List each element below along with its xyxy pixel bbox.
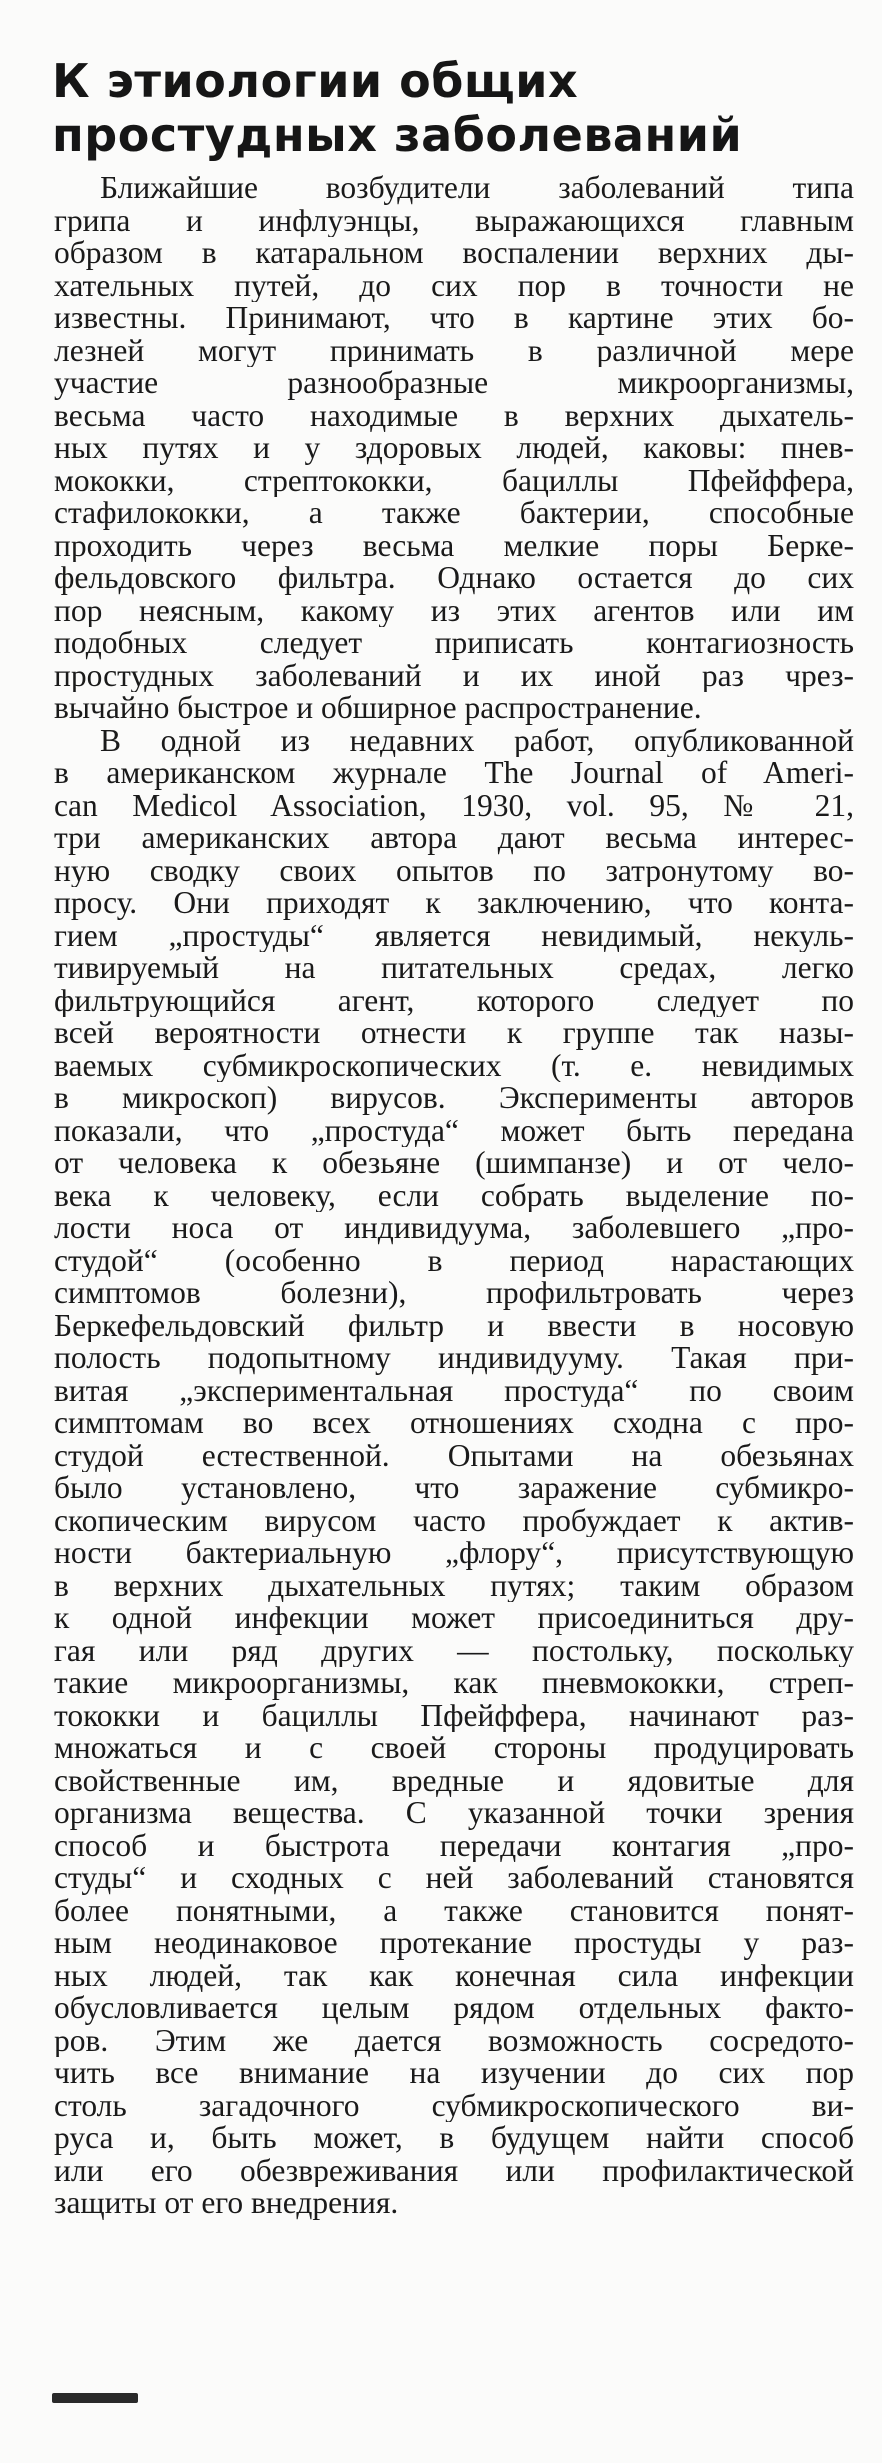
text-line: множаться и с своей стороны продуцировать: [54, 1732, 854, 1765]
text-line: гием „простуды“ является невидимый, некуль-: [54, 919, 854, 952]
text-line: ных людей, так как конечная сила инфекции: [54, 1959, 854, 1992]
text-line: симптомов болезни), профильтровать через: [54, 1277, 854, 1310]
text-line: образом в катаральном воспалении верхних ды-: [54, 237, 854, 270]
text-line: Беркефельдовский фильтр и ввести в носовую: [54, 1309, 854, 1342]
text-line: тивируемый на питательных средах, легко: [54, 952, 854, 985]
text-line: организма вещества. С указанной точки зрения: [54, 1797, 854, 1830]
article-title: [52, 54, 812, 162]
text-line: более понятными, а также становится понят-: [54, 1894, 854, 1927]
text-line: было установлено, что заражение субмикро-: [54, 1472, 854, 1505]
text-line: в верхних дыхательных путях; таким образом: [54, 1569, 854, 1602]
text-line: ную сводку своих опытов по затронутому во-: [54, 854, 854, 887]
text-line: В одной из недавних работ, опубликованной: [100, 724, 854, 757]
text-line: проходить через весьма мелкие поры Берке-: [54, 529, 854, 562]
end-of-article-rule: [52, 2393, 138, 2403]
text-line: симптомам во всех отношениях сходна с про-: [54, 1407, 854, 1440]
article-body: [54, 172, 854, 2220]
text-line: показали, что „простуда“ может быть передана: [54, 1114, 854, 1147]
paragraph-1: [54, 172, 854, 725]
text-line: гая или ряд других — постольку, поскольку: [54, 1634, 854, 1667]
text-line: участие разнообразные микроорганизмы,: [54, 367, 854, 400]
text-line: ваемых субмикроскопических (т. е. невидимых: [54, 1049, 854, 1082]
text-line: известны. Принимают, что в картине этих бо-: [54, 302, 854, 335]
text-line: фильтрующийся агент, которого следует по: [54, 984, 854, 1017]
text-line: стафилококки, а также бактерии, способные: [54, 497, 854, 530]
title-line-2: простудных заболеваний: [52, 108, 743, 162]
text-line: ных путях и у здоровых людей, каковы: пнев-: [54, 432, 854, 465]
text-line: тококки и бациллы Пфейффера, начинают раз-: [54, 1699, 854, 1732]
text-line: скопическим вирусом часто пробуждает к актив-: [54, 1504, 854, 1537]
text-line: ным неодинаковое протекание простуды у раз-: [54, 1927, 854, 1960]
text-line: века к человеку, если собрать выделение по-: [54, 1179, 854, 1212]
text-line: студой“ (особенно в период нарастающих: [54, 1244, 854, 1277]
text-line: защиты от его внедрения.: [54, 2187, 399, 2220]
text-line: Ближайшие возбудители заболеваний типа: [100, 172, 854, 205]
text-line: весьма часто находимые в верхних дыхатель-: [54, 399, 854, 432]
text-line: фельдовского фильтра. Однако остается до сих: [54, 562, 854, 595]
text-line: вычайно быстрое и обширное распространение.: [54, 692, 702, 725]
text-line: лезней могут принимать в различной мере: [54, 334, 854, 367]
text-line: от человека к обезьяне (шимпанзе) и от чело-: [54, 1147, 854, 1180]
text-line: свойственные им, вредные и ядовитые для: [54, 1764, 854, 1797]
text-line: пор неясным, какому из этих агентов или им: [54, 594, 854, 627]
text-line: в американском журнале The Journal of Ameri-: [54, 757, 854, 790]
text-line: к одной инфекции может присоединиться дру-: [54, 1602, 854, 1635]
text-line: в микроскоп) вирусов. Эксперименты авторов: [54, 1082, 854, 1115]
text-line: ности бактериальную „флору“, присутствующую: [54, 1537, 854, 1570]
text-line: всей вероятности отнести к группе так назы-: [54, 1017, 854, 1050]
text-line: такие микроорганизмы, как пневмококки, стреп-: [54, 1667, 854, 1700]
text-line: подобных следует приписать контагиозность: [54, 627, 854, 660]
text-line: или его обезвреживания или профилактической: [54, 2154, 854, 2187]
text-line: мококки, стрептококки, бациллы Пфейффера,: [54, 464, 854, 497]
text-line: грипа и инфлуэнцы, выражающихся главным: [54, 204, 854, 237]
title-line-1: К этиологии общих: [52, 54, 579, 108]
text-line: полость подопытному индивидууму. Такая при-: [54, 1342, 854, 1375]
text-line: три американских автора дают весьма интерес-: [54, 822, 854, 855]
text-line: витая „экспериментальная простуда“ по своим: [54, 1374, 854, 1407]
text-line: простудных заболеваний и их иной раз чрез-: [54, 659, 854, 692]
text-line: чить все внимание на изучении до сих пор: [54, 2057, 854, 2090]
text-line: столь загадочного субмикроскопического ви-: [54, 2089, 854, 2122]
text-line: студы“ и сходных с ней заболеваний становятся: [54, 1862, 854, 1895]
text-line: хательных путей, до сих пор в точности не: [54, 269, 854, 302]
text-line: студой естественной. Опытами на обезьянах: [54, 1439, 854, 1472]
text-line: ров. Этим же дается возможность сосредото-: [54, 2024, 854, 2057]
text-line: can Medicol Association, 1930, vol. 95, № 21,: [54, 789, 854, 822]
text-line: обусловливается целым рядом отдельных факто-: [54, 1992, 854, 2025]
text-line: способ и быстрота передачи контагия „про-: [54, 1829, 854, 1862]
paragraph-2: [54, 725, 854, 2220]
text-line: просу. Они приходят к заключению, что конта-: [54, 887, 854, 920]
text-line: руса и, быть может, в будущем найти способ: [54, 2122, 854, 2155]
text-line: лости носа от индивидуума, заболевшего „про-: [54, 1212, 854, 1245]
